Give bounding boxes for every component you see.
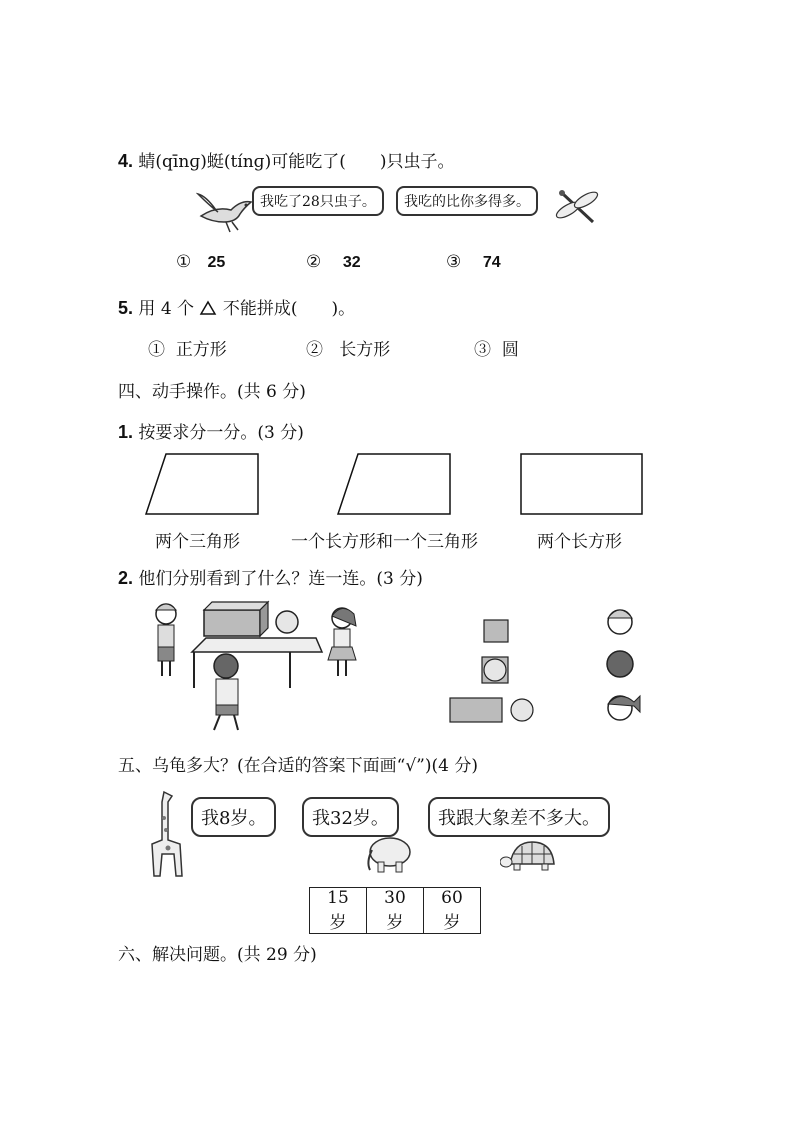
section5-heading: 五、乌龟多大？(在合适的答案下面画“√”)(4 分) (118, 756, 478, 776)
shape-label-1: 两个三角形 (155, 532, 240, 552)
q4-line (118, 147, 454, 172)
q5-option-3-mark: ③ (474, 340, 491, 360)
s4-q1-text: 按要求分一分。(3 分) (138, 423, 304, 443)
q5-option-1[interactable] (148, 335, 227, 360)
s4-q2-number: 2. (118, 568, 134, 588)
shape-label-2: 一个长方形和一个三角形 (291, 532, 478, 552)
q5-option-2[interactable] (306, 335, 390, 360)
parallelogram-shape-2 (336, 452, 456, 518)
age-answer-table (309, 887, 481, 934)
triangle-icon (199, 300, 217, 316)
shape-label-3: 两个长方形 (537, 532, 622, 552)
bird-speech-bubble: 我吃了28只虫子。 (252, 186, 384, 216)
giraffe-speech-bubble: 我8岁。 (191, 797, 276, 837)
s4-q2-text: 他们分别看到了什么？连一连。(3 分) (138, 569, 423, 589)
q4-option-2[interactable] (306, 252, 361, 272)
section6-heading: 六、解决问题。(共 29 分) (118, 945, 317, 965)
q5-option-2-mark: ② (306, 340, 323, 360)
q4-option-1-value: 25 (207, 254, 226, 271)
q5-line (118, 294, 355, 319)
dragonfly-icon (553, 188, 603, 228)
bird-icon (196, 188, 256, 234)
s4-q2-line (118, 564, 423, 589)
children-heads-column (600, 600, 648, 730)
q4-number: 4. (118, 151, 134, 171)
q4-option-2-mark: ② (306, 252, 322, 272)
answer-cell-60[interactable]: 60 岁 (424, 888, 481, 934)
s4-q1-number: 1. (118, 422, 134, 442)
q4-option-1-mark: ① (176, 252, 192, 272)
q4-text: 蜻(qīnɡ)蜓(tínɡ)可能吃了( )只虫子。 (138, 152, 455, 172)
view-shapes-column (446, 616, 538, 726)
section4-heading: 四、动手操作。(共 6 分) (118, 382, 306, 402)
answer-cell-30[interactable]: 30 岁 (367, 888, 424, 934)
q5-option-3[interactable] (474, 335, 519, 360)
q4-option-3-mark: ③ (446, 252, 462, 272)
table-scene-illustration (146, 596, 370, 736)
q4-option-2-value: 32 (342, 254, 361, 271)
turtle-speech-bubble: 我跟大象差不多大。 (428, 797, 610, 837)
elephant-speech-bubble: 我32岁。 (302, 797, 399, 837)
q5-text: 用 4 个 (138, 299, 195, 319)
q5-text-after: 不能拼成( )。 (222, 299, 356, 319)
elephant-icon (364, 832, 416, 874)
q4-option-1[interactable] (176, 252, 225, 272)
q4-option-3[interactable] (446, 252, 501, 272)
q5-option-1-mark: ① (148, 340, 165, 360)
parallelogram-shape-1 (144, 452, 264, 518)
rectangle-shape (519, 452, 645, 518)
q5-option-1-value: 正方形 (175, 340, 227, 360)
dragonfly-speech-bubble: 我吃的比你多得多。 (396, 186, 538, 216)
q5-number: 5. (118, 298, 134, 318)
q4-option-3-value: 74 (482, 254, 501, 271)
answer-cell-15[interactable]: 15 岁 (310, 888, 367, 934)
q5-option-3-value: 圆 (501, 340, 519, 360)
q5-option-2-value: 长方形 (339, 340, 391, 360)
s4-q1-line (118, 418, 304, 443)
giraffe-icon (138, 788, 190, 880)
turtle-icon (500, 838, 560, 874)
